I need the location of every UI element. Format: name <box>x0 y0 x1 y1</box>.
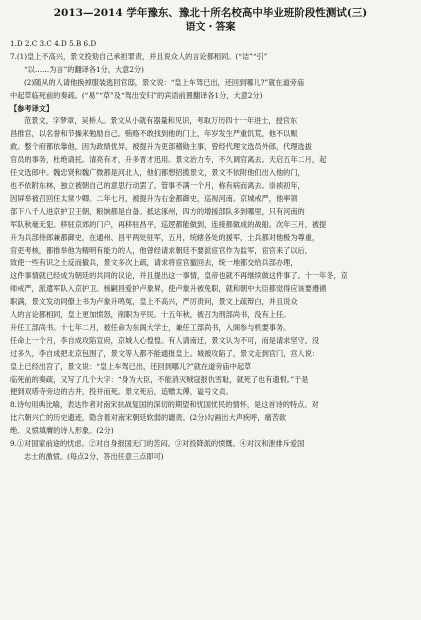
text-line: 职满，景文发动同僚上书为卢象升鸣冤，皇上不高兴，严厉责问，景文上疏辩白，并且说众 <box>10 297 298 307</box>
text-line: 师戒严，派遣军队入京护卫。杨嗣昌爱护卢象昇，使卢象升被免职，就和朝中大臣都觉得应该要遵循 <box>10 284 327 294</box>
answer-body <box>10 38 411 464</box>
text-line: 1.D 2.C 3.C 4.D 5.B 6.D <box>10 39 97 48</box>
text-line: 中起草临死前的奏疏。(“易”“草”及“驾出安归”的宾语前置翻译各1分，大意2分) <box>10 90 263 100</box>
text-line: 人的言论都相同，皇上更加愤怒，削职为平民。十五年秋，被召为刑部尚书，没有上任。 <box>10 310 291 320</box>
text-line: 便到双塔寺旁边的古井，投井而死。景文死后，追赠太傅，谥号文贞。 <box>10 387 233 397</box>
text-line: 昌推官，以名誉和节操来勉励自己。贿赂不敢找到他的门上，年岁发生严重饥荒，他不以赈 <box>10 129 298 139</box>
text-line: 部下八千人进京护卫王朝，粮饷都是自备。抵达涿州，四方的增援部队多到哪里，只有河南的 <box>10 206 305 216</box>
text-line: 8.诗句用典比喻，表达作者对南宋抗战复国的深切的期望和忧国忧民的情怀，是这首诗的特点。对 <box>10 400 319 410</box>
text-line: 范景文，字梦章，吴桥人。景文从小就有器量和见识，考取万历四十一年进士，授官东 <box>24 116 298 126</box>
text-line: 比六朝兴亡的历史遗迹，隐含着对南宋朝廷软弱的谴责。(2分)勾画出大声疾呼，痛苦欲 <box>10 413 287 423</box>
text-line: 临死前的奏疏，又写了几个大字：“身为大臣，不能消灭贼寇报仇雪耻，就死了也有遗恨。”于是 <box>10 374 309 384</box>
text-line: 任文选郎中。魏忠贤和魏广微都是河北人，他们都想招揽景文，景文不依附他们出入他的门， <box>10 168 305 178</box>
text-line: “以……为言”的翻译各1分，大意2分) <box>24 64 144 74</box>
text-line: 升为兵部侍郎兼都御史，在通州、昌平两处驻军，五月，统辖各处的援军，士兵都对他极为尊重， <box>10 232 320 242</box>
text-line: (2)随从的人请他换掉服装逃回官邸，景文说：“皇上车驾已出，还回到哪儿?”就在道旁庙 <box>24 77 305 87</box>
text-line: 【参考译文】 <box>10 103 54 113</box>
text-line: 致使一些有识之士反而撤兵，景文多次上疏，请求将宦官撤回去，统一地都交给兵部办理， <box>10 258 298 268</box>
text-line: 这件事情就已经成为朝廷的共同的议论，并且提出这一事情，皇帝也就不再继续做这件事了。十一年冬，京 <box>10 271 348 281</box>
text-line: 9.①对国家前途的忧虑。②对自身报国无门的苦闷。③对投降派的愤慨。④对汉和泄排斥爱国 <box>10 439 305 449</box>
text-line: 军队秋毫无犯。移驻京郊的门户，再移驻昌平，巡逻都能做到，连接都做成的战船。次年三月，被提 <box>10 219 327 229</box>
text-line: 因屏举被召回任太常少卿。二年七月，被提升为右金都御史，巡视河南。京城戒严，他率领 <box>10 193 298 203</box>
text-line: 官吏考核，都推举他为精明有能力的人，他曾经请求朝廷不要派宦官作为监军，宦官来了以后， <box>10 245 312 255</box>
text-line: 也不依附东林，独立被朝自己的意思行动罢了。管事不满一个月，称有病而离去。崇祯初年， <box>10 180 305 190</box>
text-line: 升任工部尚书。十七年二月，被任命为东阁大学士，兼任工部尚书，入阁参与机要事务。 <box>10 322 291 332</box>
text-line: 官员的事务，杜绝请托。清亮有才，升多晋才迅用。景文治力专，不久调官离去。天启五年二月，起 <box>10 155 327 165</box>
page-title: 2013—2014 学年豫东、豫北十所名校高中毕业班阶段性测试(三) <box>53 7 368 19</box>
text-line: 任命上一个月，李自成攻陷宣府，京城人心惶惶。有人请南迁，景文认为不可，而是请求坚守。没 <box>10 335 320 345</box>
text-line: 救。整个府都依靠他，因为政绩优异，被提升为吏部稽勋主事，曾经代理文选员外郎，代理选拔 <box>10 142 312 152</box>
text-line: 皇上已经出宫了，景文说：“皇上车驾已出，还回到哪儿?”就在道旁庙中起草 <box>10 361 252 371</box>
page-subtitle: 语文・答案 <box>185 22 236 33</box>
text-line: 7.(1)皇上不高兴，景文投劾自己承担罪责，并且说众人的言论都相同。(“诘”“引” <box>10 51 268 61</box>
text-line: 绝、义愤填膺的诗人形象。(2分) <box>10 426 114 436</box>
text-line: 过多久，李自成把北京包围了，景文等人都不能通报皇上。城被攻陷了，景文走到宫门，宫人说： <box>10 348 320 358</box>
text-line: 志士的激愤。(每点2分，答出任意三点即可) <box>24 452 164 461</box>
